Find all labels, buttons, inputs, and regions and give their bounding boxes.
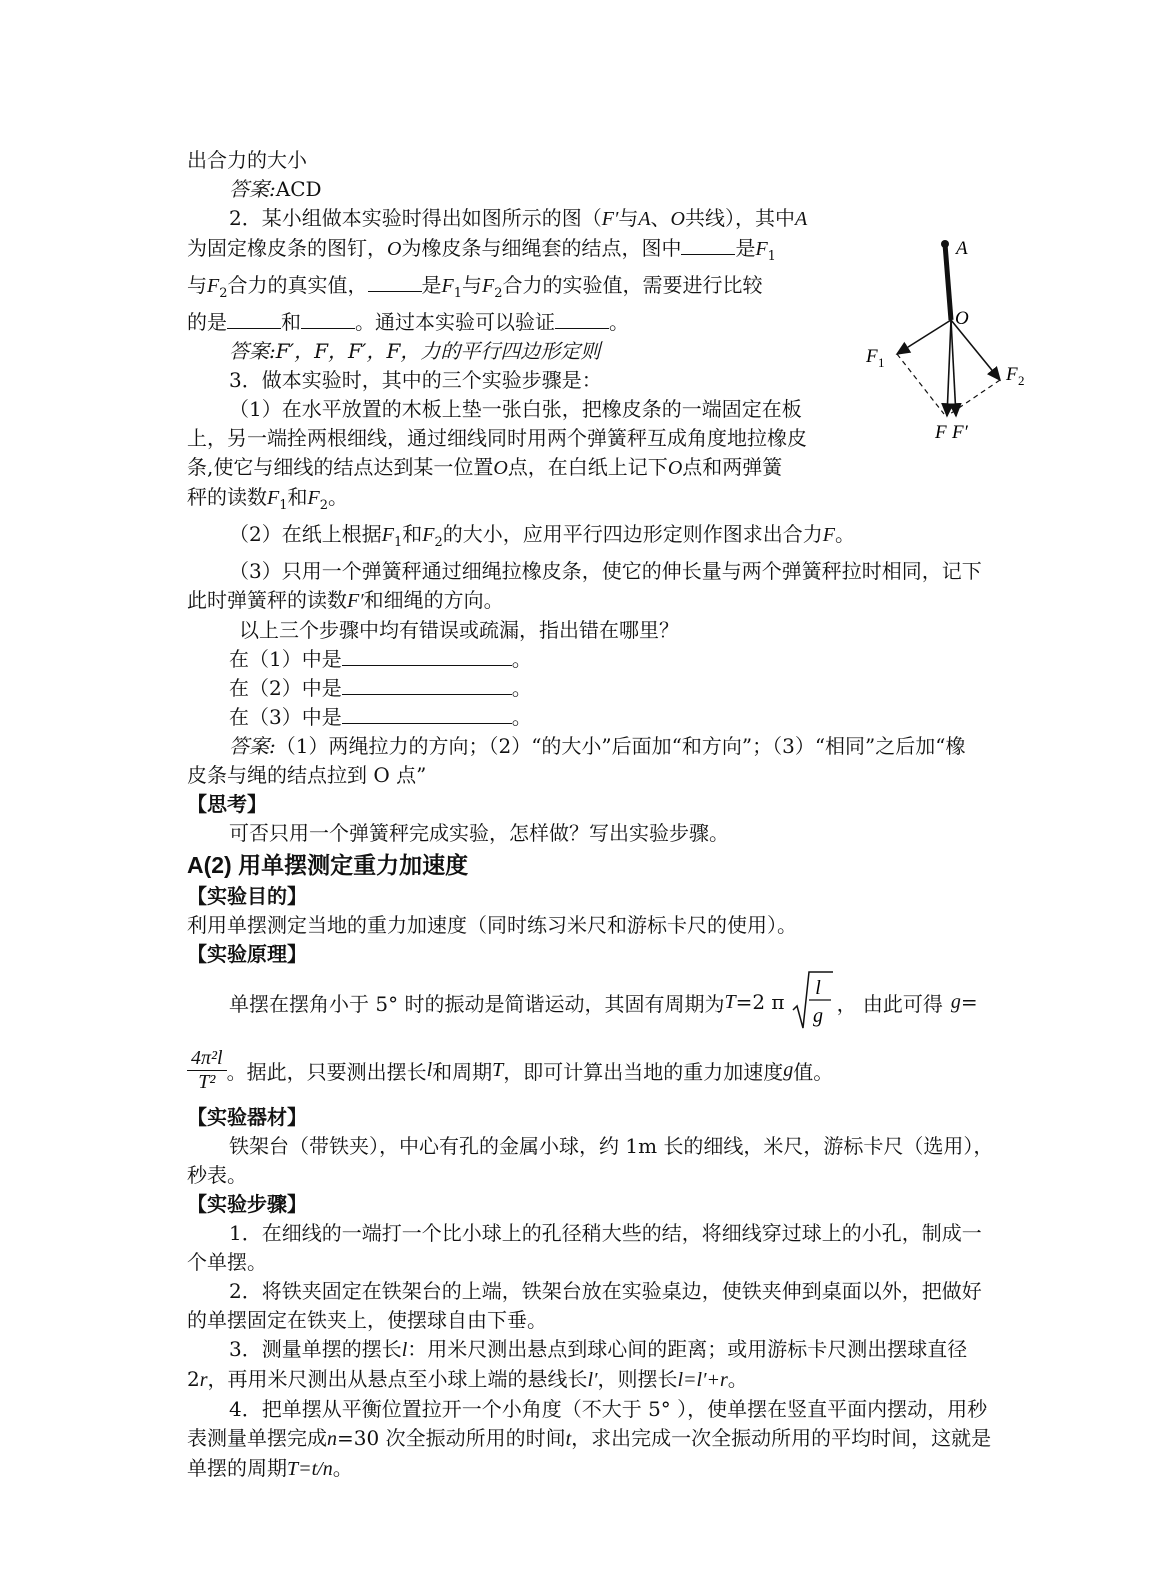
text: 与 <box>187 273 207 297</box>
text: 2 <box>187 1367 200 1391</box>
var: g <box>950 990 961 1013</box>
q3-step1-line1: （1）在水平放置的木板上垫一张白张，把橡皮条的一端固定在板 <box>229 397 802 421</box>
subscript: 2 <box>219 286 228 301</box>
subscript: 2 <box>319 498 328 513</box>
var: F <box>822 524 835 546</box>
step3-line1 <box>187 1335 1042 1365</box>
text: 和 <box>287 485 308 509</box>
text: 点和两弹簧 <box>682 455 783 479</box>
text: 的大小，应用平行四边形定则作图求出合力 <box>442 522 823 546</box>
f-prime-arrow <box>951 320 956 416</box>
text: 合力的真实值， <box>227 273 368 297</box>
answer-1 <box>187 175 1042 204</box>
text: ， 由此可得 <box>836 991 943 1016</box>
rubber-band-line <box>945 244 951 320</box>
section-title: A(2) 用单摆测定重力加速度 <box>187 852 469 878</box>
text: = <box>960 990 978 1014</box>
fill-blank[interactable] <box>342 645 512 666</box>
var: A <box>795 208 808 230</box>
subscript: 2 <box>434 535 443 550</box>
var: g <box>783 1058 794 1081</box>
question-2-line-1 <box>187 204 1042 234</box>
q3-step1-line4 <box>187 483 1042 520</box>
text: 单摆的周期 <box>187 1456 287 1480</box>
text: 。 <box>332 1456 353 1480</box>
answer-text: ACD <box>275 177 322 201</box>
subscript: 1 <box>393 535 403 550</box>
var: O <box>670 208 685 230</box>
text: 。据此，只要测出摆长 <box>226 1059 427 1084</box>
text: =30 次全振动所用的时间 <box>337 1426 566 1450</box>
text: ，即可计算出当地的重力加速度 <box>503 1059 784 1084</box>
answer-text: （1）两绳拉力的方向；（2）“的大小”后面加“和方向”；（3）“相同”之后加“橡 <box>275 734 966 758</box>
think-text: 可否只用一个弹簧秤完成实验，怎样做？写出实验步骤。 <box>229 821 729 845</box>
text: =2 π <box>735 990 785 1014</box>
text: 出合力的大小 <box>187 148 307 172</box>
text: 是 <box>421 273 442 297</box>
subscript: 1 <box>767 249 776 264</box>
var: l′ <box>587 1369 598 1391</box>
text: 、 <box>650 206 671 230</box>
q3-fill-2 <box>187 674 1042 703</box>
sqrt-num: l <box>814 976 821 999</box>
text: ，再用米尺测出从悬点至小球上端的悬线长 <box>207 1367 588 1391</box>
text: 。 <box>727 1367 748 1391</box>
text: 为橡皮条与细绳套的结点，图中 <box>401 236 682 260</box>
var: F <box>482 275 495 297</box>
sqrt-den: g <box>812 1004 823 1027</box>
text: 是 <box>735 236 756 260</box>
var: A <box>638 208 651 230</box>
principle-line-1 <box>187 969 1042 1035</box>
text: 。通过本实验可以验证 <box>355 310 555 334</box>
principle-heading: 【实验原理】 <box>187 942 307 966</box>
text: 秤的读数 <box>187 485 267 509</box>
question-3-title: 3．做本实验时，其中的三个实验步骤是： <box>229 368 602 392</box>
frac-numerator: 4π²l <box>187 1047 227 1071</box>
purpose-text: 利用单摆测定当地的重力加速度（同时练习米尺和游标卡尺的使用）。 <box>187 913 797 937</box>
step2-line1: 2．将铁夹固定在铁架台的上端，铁架台放在实验桌边，使铁夹伸到桌面以外，把做好 <box>229 1279 982 1303</box>
text: 。 <box>609 310 629 334</box>
text: 和 <box>281 310 301 334</box>
var: O <box>667 457 683 479</box>
text: ，则摆长 <box>597 1367 678 1391</box>
text: 。 <box>511 647 532 671</box>
answer-3-line1 <box>187 732 1042 761</box>
label-o: O <box>955 308 969 329</box>
q3-ask: 以上三个步骤中均有错误或疏漏，指出错在哪里？ <box>239 618 679 642</box>
text: 。 <box>834 522 855 546</box>
var: F′ <box>347 590 364 612</box>
var: r <box>199 1369 208 1391</box>
step4-line2 <box>187 1424 1042 1454</box>
force-diagram <box>862 232 1042 452</box>
var: T <box>492 1058 504 1081</box>
label-a: A <box>956 238 968 259</box>
label-f: F <box>935 422 947 443</box>
text: 为固定橡皮条的图钉， <box>187 236 387 260</box>
sqrt-formula <box>791 970 833 1035</box>
text: 和细绳的方向。 <box>363 588 504 612</box>
text: 此时弹簧秤的读数 <box>187 588 347 612</box>
equipment-heading: 【实验器材】 <box>187 1105 307 1129</box>
text: 点，在白纸上记下 <box>507 455 668 479</box>
var: F <box>267 487 280 509</box>
subscript: 1 <box>279 498 288 513</box>
f2-arrow <box>951 320 1000 380</box>
equipment-line2: 秒表。 <box>187 1163 247 1187</box>
text: （2）在纸上根据 <box>229 522 382 546</box>
step3-line2 <box>187 1365 1042 1395</box>
var: F <box>755 238 768 260</box>
label-f-prime: F′ <box>952 422 968 443</box>
dashed-line <box>950 380 1000 414</box>
step2-line2: 的单摆固定在铁夹上，使摆球自由下垂。 <box>187 1308 547 1332</box>
step4-line3 <box>187 1454 1042 1484</box>
var: T <box>724 990 736 1013</box>
q3-step1-line3 <box>187 453 1042 483</box>
text: 条,使它与细线的结点达到某一位置 <box>187 455 494 479</box>
fill-blank[interactable] <box>368 271 422 292</box>
step1-line1: 1．在细线的一端打一个比小球上的孔径稍大些的结，将细线穿过球上的小孔，制成一 <box>229 1221 982 1245</box>
label-f1-sub: 1 <box>878 355 885 370</box>
f-arrow <box>947 320 951 416</box>
text: 在（3）中是 <box>229 705 342 729</box>
q3-fill-3 <box>187 703 1042 732</box>
text: 。 <box>511 705 532 729</box>
q3-fill-1 <box>187 645 1042 674</box>
q3-step1-line2: 上，另一端拴两根细线，通过细线同时用两个弹簧秤互成角度地拉橡皮 <box>187 426 807 450</box>
text: 的是 <box>187 310 227 334</box>
text: 与 <box>462 273 482 297</box>
q3-step2 <box>187 520 1042 557</box>
steps-heading: 【实验步骤】 <box>187 1192 307 1216</box>
var: T=t/n <box>287 1458 333 1480</box>
text: 和 <box>402 522 423 546</box>
text: 。 <box>511 676 532 700</box>
q3-step3-line1: （3）只用一个弹簧秤通过细绳拉橡皮条，使它的伸长量与两个弹簧秤拉时相同，记下 <box>229 559 982 583</box>
var: O <box>493 457 508 479</box>
text: 在（1）中是 <box>229 647 342 671</box>
q3-step3-line2 <box>187 586 1042 616</box>
text: 在（2）中是 <box>229 676 342 700</box>
var: l <box>401 1339 408 1361</box>
label-f2: F <box>1006 364 1018 385</box>
text-line <box>187 146 1042 175</box>
frac-denominator: T² <box>198 1070 216 1093</box>
fill-blank[interactable] <box>555 308 609 329</box>
principle-line-2 <box>187 1037 1042 1103</box>
equipment-line1: 铁架台（带铁夹），中心有孔的金属小球，约 1m 长的细线，米尺，游标卡尺（选用）， <box>229 1134 994 1158</box>
label-f2-sub: 2 <box>1018 373 1025 388</box>
var: l=l′+r <box>677 1369 728 1391</box>
var: F <box>207 275 220 297</box>
var: l <box>426 1058 433 1081</box>
text: 合力的实验值，需要进行比较 <box>502 273 763 297</box>
answer-label: 答案: <box>229 177 276 201</box>
text: 值。 <box>793 1059 834 1084</box>
fill-blank[interactable] <box>342 674 512 695</box>
var: F′ <box>601 208 619 230</box>
var: t <box>565 1428 572 1450</box>
text: 共线），其中 <box>685 206 795 230</box>
fill-blank[interactable] <box>301 308 355 329</box>
step4-line1: 4．把单摆从平衡位置拉开一个小角度（不大于 5° ），使单摆在竖直平面内摆动，用秒 <box>229 1397 988 1421</box>
text: 表测量单摆完成 <box>187 1426 327 1450</box>
subscript: 2 <box>494 286 503 301</box>
fill-blank[interactable] <box>342 703 512 724</box>
text: 单摆在摆角小于 5° 时的振动是简谐运动，其固有周期为 <box>229 991 725 1016</box>
text: ：用米尺测出悬点到球心间的距离；或用游标卡尺测出摆球直径 <box>407 1337 968 1361</box>
text: 3．测量单摆的摆长 <box>229 1337 402 1361</box>
subscript: 1 <box>453 286 462 301</box>
text: 2．某小组做本实验时得出如图所示的图（ <box>229 206 602 230</box>
label-f1: F <box>866 346 878 367</box>
var: F <box>381 524 394 546</box>
think-heading: 【思考】 <box>187 792 267 816</box>
dashed-line <box>897 354 944 414</box>
answer-2: 答案:F′，F，F′，F，力的平行四边形定则 <box>229 339 601 363</box>
answer-label: 答案: <box>229 734 276 758</box>
text: 。 <box>328 485 348 509</box>
text: 和周期 <box>432 1059 493 1084</box>
step1-line2: 个单摆。 <box>187 1250 267 1274</box>
text: ，求出完成一次全振动所用的平均时间，这就是 <box>571 1426 992 1450</box>
text: 与 <box>618 206 639 230</box>
purpose-heading: 【实验目的】 <box>187 884 307 908</box>
var: O <box>387 238 402 260</box>
var: n <box>327 1428 337 1450</box>
fill-blank[interactable] <box>227 308 281 329</box>
fill-blank[interactable] <box>681 234 735 255</box>
var: F <box>307 487 320 509</box>
fraction-formula <box>187 1047 227 1094</box>
f1-arrow <box>897 320 951 354</box>
sqrt-sign-icon <box>791 970 833 1030</box>
var: F <box>441 275 454 297</box>
var: F <box>422 524 435 546</box>
answer-3-line2: 皮条与绳的结点拉到 O 点” <box>187 763 427 787</box>
